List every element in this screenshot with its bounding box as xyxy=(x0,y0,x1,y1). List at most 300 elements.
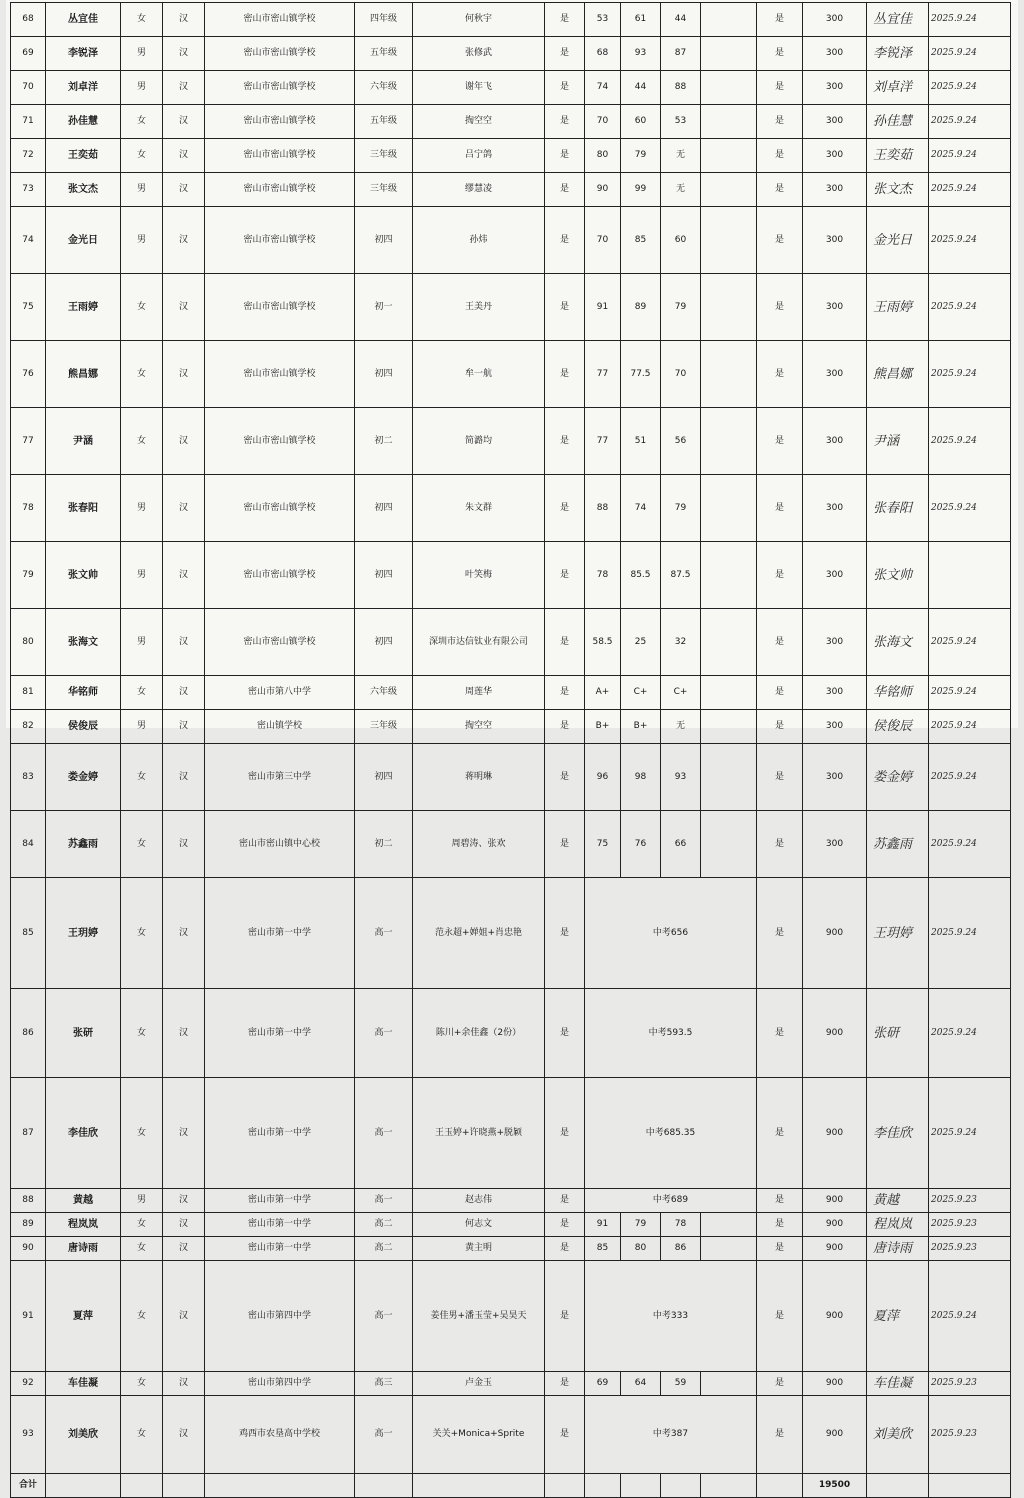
sign-date: 2025.9.24 xyxy=(929,71,1011,105)
sponsorship-table xyxy=(10,2,1011,1498)
gender: 男 xyxy=(121,710,163,744)
blank-cell xyxy=(355,1474,413,1498)
exam-score: 中考656 xyxy=(585,878,757,989)
pass-flag: 是 xyxy=(757,710,803,744)
school-name: 密山市密山镇学校 xyxy=(205,139,355,173)
score-2: 74 xyxy=(621,475,661,542)
gender: 女 xyxy=(121,1372,163,1396)
blank-cell xyxy=(701,1372,757,1396)
gender: 女 xyxy=(121,744,163,811)
amount: 300 xyxy=(803,139,867,173)
student-name: 刘卓洋 xyxy=(46,71,121,105)
eligible-flag: 是 xyxy=(545,408,585,475)
score-3: 无 xyxy=(661,139,701,173)
student-name: 李佳欣 xyxy=(46,1078,121,1189)
eligible-flag: 是 xyxy=(545,341,585,408)
school-name: 密山市第一中学 xyxy=(205,1189,355,1213)
gender: 女 xyxy=(121,811,163,878)
sponsor-name: 掏空空 xyxy=(413,710,545,744)
grade: 初二 xyxy=(355,408,413,475)
row-number: 76 xyxy=(11,341,46,408)
blank-cell xyxy=(701,609,757,676)
signature: 孙佳慧 xyxy=(867,105,929,139)
blank-cell xyxy=(701,542,757,609)
grade: 三年级 xyxy=(355,173,413,207)
student-name: 尹涵 xyxy=(46,408,121,475)
table-row xyxy=(11,1189,1011,1213)
sponsor-name: 王玉婷+许晓燕+脱颖 xyxy=(413,1078,545,1189)
blank-cell xyxy=(701,173,757,207)
ethnicity: 汉 xyxy=(163,1261,205,1372)
score-1: 77 xyxy=(585,341,621,408)
amount: 300 xyxy=(803,3,867,37)
row-number: 86 xyxy=(11,989,46,1078)
score-3: 87 xyxy=(661,37,701,71)
score-2: 60 xyxy=(621,105,661,139)
signature: 王奕茹 xyxy=(867,139,929,173)
score-3: 44 xyxy=(661,3,701,37)
table-row xyxy=(11,1396,1011,1474)
score-2: 76 xyxy=(621,811,661,878)
table-row xyxy=(11,878,1011,989)
table-row xyxy=(11,408,1011,475)
score-3: 无 xyxy=(661,173,701,207)
score-3: 88 xyxy=(661,71,701,105)
amount: 900 xyxy=(803,1189,867,1213)
student-name: 熊昌娜 xyxy=(46,341,121,408)
row-number: 83 xyxy=(11,744,46,811)
ethnicity: 汉 xyxy=(163,139,205,173)
grade: 高二 xyxy=(355,1213,413,1237)
score-1: 70 xyxy=(585,207,621,274)
grade: 五年级 xyxy=(355,105,413,139)
blank-cell xyxy=(757,1474,803,1498)
sponsor-name: 谢年飞 xyxy=(413,71,545,105)
ethnicity: 汉 xyxy=(163,408,205,475)
ethnicity: 汉 xyxy=(163,744,205,811)
blank-cell xyxy=(701,744,757,811)
score-3: 32 xyxy=(661,609,701,676)
score-1: 69 xyxy=(585,1372,621,1396)
student-name: 李锐泽 xyxy=(46,37,121,71)
score-2: C+ xyxy=(621,676,661,710)
score-2: 44 xyxy=(621,71,661,105)
table-row xyxy=(11,341,1011,408)
score-2: 98 xyxy=(621,744,661,811)
student-name: 苏鑫雨 xyxy=(46,811,121,878)
eligible-flag: 是 xyxy=(545,878,585,989)
blank-cell xyxy=(867,1474,929,1498)
student-name: 丛宜佳 xyxy=(46,3,121,37)
score-1: 96 xyxy=(585,744,621,811)
sponsor-name: 周碧涛、张欢 xyxy=(413,811,545,878)
pass-flag: 是 xyxy=(757,1372,803,1396)
grade: 高一 xyxy=(355,1078,413,1189)
signature: 尹涵 xyxy=(867,408,929,475)
sign-date: 2025.9.24 xyxy=(929,710,1011,744)
student-name: 张文杰 xyxy=(46,173,121,207)
row-number: 84 xyxy=(11,811,46,878)
signature: 黄越 xyxy=(867,1189,929,1213)
student-name: 刘美欣 xyxy=(46,1396,121,1474)
school-name: 密山市密山镇学校 xyxy=(205,37,355,71)
row-number: 79 xyxy=(11,542,46,609)
pass-flag: 是 xyxy=(757,475,803,542)
row-number: 81 xyxy=(11,676,46,710)
eligible-flag: 是 xyxy=(545,710,585,744)
table-row xyxy=(11,989,1011,1078)
signature: 侯俊辰 xyxy=(867,710,929,744)
sign-date: 2025.9.24 xyxy=(929,3,1011,37)
school-name: 密山市第一中学 xyxy=(205,1213,355,1237)
row-number: 73 xyxy=(11,173,46,207)
grade: 三年级 xyxy=(355,710,413,744)
sponsor-name: 周莲华 xyxy=(413,676,545,710)
eligible-flag: 是 xyxy=(545,37,585,71)
blank-cell xyxy=(701,676,757,710)
blank-cell xyxy=(701,207,757,274)
score-2: 79 xyxy=(621,1213,661,1237)
amount: 300 xyxy=(803,475,867,542)
signature: 夏萍 xyxy=(867,1261,929,1372)
pass-flag: 是 xyxy=(757,3,803,37)
table-row xyxy=(11,207,1011,274)
sponsor-name: 何秋宇 xyxy=(413,3,545,37)
sign-date: 2025.9.24 xyxy=(929,609,1011,676)
pass-flag: 是 xyxy=(757,1213,803,1237)
student-name: 张研 xyxy=(46,989,121,1078)
student-name: 张文帅 xyxy=(46,542,121,609)
row-number: 78 xyxy=(11,475,46,542)
row-number: 82 xyxy=(11,710,46,744)
sponsor-name: 陈川+余佳鑫（2份） xyxy=(413,989,545,1078)
score-2: 80 xyxy=(621,1237,661,1261)
eligible-flag: 是 xyxy=(545,989,585,1078)
amount: 900 xyxy=(803,878,867,989)
score-1: 78 xyxy=(585,542,621,609)
grade: 高三 xyxy=(355,1372,413,1396)
ethnicity: 汉 xyxy=(163,676,205,710)
school-name: 密山市第四中学 xyxy=(205,1372,355,1396)
eligible-flag: 是 xyxy=(545,1189,585,1213)
sponsor-name: 孙炜 xyxy=(413,207,545,274)
signature: 车佳凝 xyxy=(867,1372,929,1396)
blank-cell xyxy=(163,1474,205,1498)
table-row xyxy=(11,1237,1011,1261)
signature: 苏鑫雨 xyxy=(867,811,929,878)
gender: 男 xyxy=(121,37,163,71)
school-name: 密山市第一中学 xyxy=(205,1237,355,1261)
school-name: 密山市第三中学 xyxy=(205,744,355,811)
ethnicity: 汉 xyxy=(163,207,205,274)
gender: 女 xyxy=(121,341,163,408)
grade: 高二 xyxy=(355,1237,413,1261)
grade: 高一 xyxy=(355,1261,413,1372)
row-number: 69 xyxy=(11,37,46,71)
school-name: 密山镇学校 xyxy=(205,710,355,744)
ethnicity: 汉 xyxy=(163,989,205,1078)
signature: 王玥婷 xyxy=(867,878,929,989)
score-3: 56 xyxy=(661,408,701,475)
grade: 初四 xyxy=(355,341,413,408)
amount: 900 xyxy=(803,1372,867,1396)
amount: 300 xyxy=(803,408,867,475)
pass-flag: 是 xyxy=(757,105,803,139)
amount: 300 xyxy=(803,609,867,676)
pass-flag: 是 xyxy=(757,1261,803,1372)
school-name: 密山市第一中学 xyxy=(205,1078,355,1189)
row-number: 68 xyxy=(11,3,46,37)
signature: 王雨婷 xyxy=(867,274,929,341)
sponsor-name: 缪慧凌 xyxy=(413,173,545,207)
score-2: 25 xyxy=(621,609,661,676)
ethnicity: 汉 xyxy=(163,1078,205,1189)
score-2: 85 xyxy=(621,207,661,274)
score-1: 88 xyxy=(585,475,621,542)
grade: 初四 xyxy=(355,207,413,274)
score-1: 75 xyxy=(585,811,621,878)
sign-date: 2025.9.24 xyxy=(929,173,1011,207)
gender: 女 xyxy=(121,139,163,173)
amount: 300 xyxy=(803,207,867,274)
score-2: 77.5 xyxy=(621,341,661,408)
student-name: 华铭师 xyxy=(46,676,121,710)
ethnicity: 汉 xyxy=(163,3,205,37)
score-2: 99 xyxy=(621,173,661,207)
score-1: 90 xyxy=(585,173,621,207)
blank-cell xyxy=(585,1474,621,1498)
table-row xyxy=(11,37,1011,71)
score-1: 77 xyxy=(585,408,621,475)
eligible-flag: 是 xyxy=(545,609,585,676)
table-row xyxy=(11,1372,1011,1396)
blank-cell xyxy=(929,1474,1011,1498)
sign-date: 2025.9.23 xyxy=(929,1213,1011,1237)
table-row xyxy=(11,710,1011,744)
gender: 男 xyxy=(121,542,163,609)
signature: 张文杰 xyxy=(867,173,929,207)
row-number: 89 xyxy=(11,1213,46,1237)
sponsor-name: 卢金玉 xyxy=(413,1372,545,1396)
eligible-flag: 是 xyxy=(545,1237,585,1261)
student-name: 黄越 xyxy=(46,1189,121,1213)
sponsor-name: 吕宁鸽 xyxy=(413,139,545,173)
score-3: 无 xyxy=(661,710,701,744)
row-number: 85 xyxy=(11,878,46,989)
signature: 刘美欣 xyxy=(867,1396,929,1474)
gender: 男 xyxy=(121,1189,163,1213)
ethnicity: 汉 xyxy=(163,1237,205,1261)
row-number: 93 xyxy=(11,1396,46,1474)
signature: 李锐泽 xyxy=(867,37,929,71)
sign-date: 2025.9.24 xyxy=(929,207,1011,274)
sponsor-name: 姜佳男+潘玉莹+吴昊天 xyxy=(413,1261,545,1372)
table-body xyxy=(11,3,1011,1498)
student-name: 车佳凝 xyxy=(46,1372,121,1396)
grade: 初四 xyxy=(355,542,413,609)
signature: 唐诗雨 xyxy=(867,1237,929,1261)
eligible-flag: 是 xyxy=(545,207,585,274)
sponsor-name: 深圳市达信钛业有限公司 xyxy=(413,609,545,676)
pass-flag: 是 xyxy=(757,744,803,811)
amount: 900 xyxy=(803,1078,867,1189)
table-row xyxy=(11,542,1011,609)
signature: 熊昌娜 xyxy=(867,341,929,408)
school-name: 密山市密山镇学校 xyxy=(205,475,355,542)
pass-flag: 是 xyxy=(757,1189,803,1213)
score-2: 93 xyxy=(621,37,661,71)
pass-flag: 是 xyxy=(757,173,803,207)
table-row xyxy=(11,139,1011,173)
student-name: 娄金婷 xyxy=(46,744,121,811)
pass-flag: 是 xyxy=(757,37,803,71)
blank-cell xyxy=(701,408,757,475)
amount: 900 xyxy=(803,1237,867,1261)
score-3: 79 xyxy=(661,475,701,542)
pass-flag: 是 xyxy=(757,207,803,274)
gender: 男 xyxy=(121,207,163,274)
gender: 女 xyxy=(121,1213,163,1237)
eligible-flag: 是 xyxy=(545,274,585,341)
student-name: 张海文 xyxy=(46,609,121,676)
table-row xyxy=(11,475,1011,542)
sign-date: 2025.9.24 xyxy=(929,475,1011,542)
row-number: 91 xyxy=(11,1261,46,1372)
score-3: 70 xyxy=(661,341,701,408)
signature: 丛宜佳 xyxy=(867,3,929,37)
amount: 300 xyxy=(803,274,867,341)
sponsor-name: 简潞均 xyxy=(413,408,545,475)
exam-score: 中考387 xyxy=(585,1396,757,1474)
sign-date: 2025.9.24 xyxy=(929,878,1011,989)
row-number: 88 xyxy=(11,1189,46,1213)
sign-date: 2025.9.24 xyxy=(929,1261,1011,1372)
grade: 四年级 xyxy=(355,3,413,37)
table-row xyxy=(11,3,1011,37)
gender: 男 xyxy=(121,173,163,207)
sign-date: 2025.9.23 xyxy=(929,1237,1011,1261)
amount: 900 xyxy=(803,1213,867,1237)
signature: 华铭师 xyxy=(867,676,929,710)
amount: 300 xyxy=(803,676,867,710)
grade: 初四 xyxy=(355,609,413,676)
eligible-flag: 是 xyxy=(545,71,585,105)
signature: 程岚岚 xyxy=(867,1213,929,1237)
gender: 女 xyxy=(121,274,163,341)
score-2: B+ xyxy=(621,710,661,744)
eligible-flag: 是 xyxy=(545,1213,585,1237)
row-number: 92 xyxy=(11,1372,46,1396)
grade: 高一 xyxy=(355,878,413,989)
blank-cell xyxy=(621,1474,661,1498)
amount: 300 xyxy=(803,542,867,609)
eligible-flag: 是 xyxy=(545,1372,585,1396)
school-name: 密山市第一中学 xyxy=(205,878,355,989)
signature: 李佳欣 xyxy=(867,1078,929,1189)
student-name: 程岚岚 xyxy=(46,1213,121,1237)
score-1: B+ xyxy=(585,710,621,744)
gender: 女 xyxy=(121,105,163,139)
grade: 六年级 xyxy=(355,71,413,105)
pass-flag: 是 xyxy=(757,1396,803,1474)
signature: 娄金婷 xyxy=(867,744,929,811)
exam-score: 中考685.35 xyxy=(585,1078,757,1189)
pass-flag: 是 xyxy=(757,989,803,1078)
grade: 五年级 xyxy=(355,37,413,71)
school-name: 密山市密山镇中心校 xyxy=(205,811,355,878)
grade: 初一 xyxy=(355,274,413,341)
school-name: 密山市第八中学 xyxy=(205,676,355,710)
row-number: 90 xyxy=(11,1237,46,1261)
blank-cell xyxy=(545,1474,585,1498)
school-name: 密山市密山镇学校 xyxy=(205,3,355,37)
table-row xyxy=(11,105,1011,139)
score-3: C+ xyxy=(661,676,701,710)
sign-date: 2025.9.24 xyxy=(929,408,1011,475)
amount: 900 xyxy=(803,989,867,1078)
pass-flag: 是 xyxy=(757,139,803,173)
sign-date: 2025.9.23 xyxy=(929,1372,1011,1396)
ethnicity: 汉 xyxy=(163,71,205,105)
score-2: 61 xyxy=(621,3,661,37)
student-name: 侯俊辰 xyxy=(46,710,121,744)
sponsor-name: 何志文 xyxy=(413,1213,545,1237)
school-name: 密山市密山镇学校 xyxy=(205,173,355,207)
score-1: A+ xyxy=(585,676,621,710)
pass-flag: 是 xyxy=(757,71,803,105)
exam-score: 中考689 xyxy=(585,1189,757,1213)
score-3: 78 xyxy=(661,1213,701,1237)
exam-score: 中考593.5 xyxy=(585,989,757,1078)
total-row xyxy=(11,1474,1011,1498)
gender: 女 xyxy=(121,878,163,989)
score-2: 51 xyxy=(621,408,661,475)
score-1: 70 xyxy=(585,105,621,139)
gender: 女 xyxy=(121,1237,163,1261)
school-name: 密山市第四中学 xyxy=(205,1261,355,1372)
pass-flag: 是 xyxy=(757,1078,803,1189)
student-name: 孙佳慧 xyxy=(46,105,121,139)
school-name: 密山市密山镇学校 xyxy=(205,408,355,475)
school-name: 密山市密山镇学校 xyxy=(205,207,355,274)
blank-cell xyxy=(701,1213,757,1237)
pass-flag: 是 xyxy=(757,1237,803,1261)
blank-cell xyxy=(701,71,757,105)
student-name: 王玥婷 xyxy=(46,878,121,989)
blank-cell xyxy=(701,341,757,408)
blank-cell xyxy=(121,1474,163,1498)
amount: 300 xyxy=(803,341,867,408)
eligible-flag: 是 xyxy=(545,173,585,207)
amount: 300 xyxy=(803,105,867,139)
blank-cell xyxy=(701,475,757,542)
signature: 刘卓洋 xyxy=(867,71,929,105)
sponsor-name: 关关+Monica+Sprite xyxy=(413,1396,545,1474)
school-name: 鸡西市农垦高中学校 xyxy=(205,1396,355,1474)
blank-cell xyxy=(413,1474,545,1498)
eligible-flag: 是 xyxy=(545,1078,585,1189)
sign-date: 2025.9.24 xyxy=(929,989,1011,1078)
ethnicity: 汉 xyxy=(163,542,205,609)
sponsor-name: 张修武 xyxy=(413,37,545,71)
score-3: 86 xyxy=(661,1237,701,1261)
sign-date: 2025.9.24 xyxy=(929,341,1011,408)
total-amount: 19500 xyxy=(803,1474,867,1498)
gender: 男 xyxy=(121,475,163,542)
total-label: 合计 xyxy=(11,1474,46,1498)
pass-flag: 是 xyxy=(757,811,803,878)
blank-cell xyxy=(701,274,757,341)
